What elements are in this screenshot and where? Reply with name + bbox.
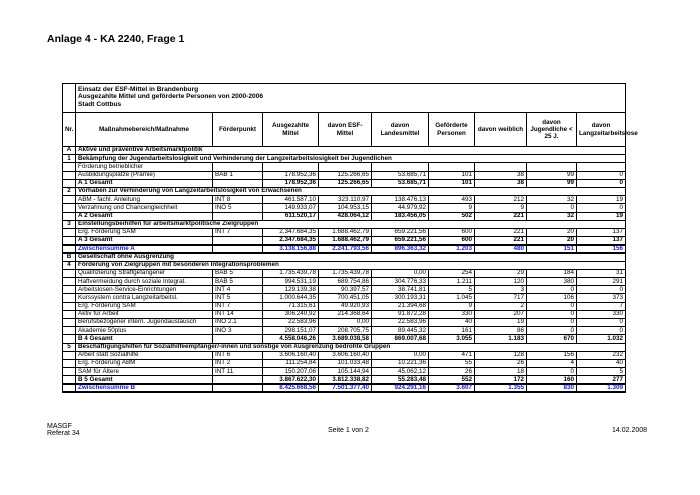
cell-jugendliche: 0: [527, 286, 577, 294]
cell-nr: [63, 212, 76, 220]
section-label: Vorhaben zur Verhinderung von Langzeitarbeitslosigkeit von Erwachsenen: [76, 187, 626, 195]
sub-row: [63, 187, 626, 195]
cell-esf: 214.368,64: [319, 310, 372, 318]
cell-nr: [63, 245, 76, 253]
cell-ausgezahlt: 178.952,36: [263, 179, 319, 187]
cell-massnahme: Erg. Förderung SAM: [76, 302, 213, 310]
cell-landesmittel: 21.394,68: [372, 302, 429, 310]
cell-nr: [63, 327, 76, 335]
cell-nr: [63, 196, 76, 204]
cell-foerderpunkt: BAB 5: [213, 278, 263, 286]
section-label: Einstellungsbeihilfen für arbeitsmarktpolitische Zielgruppen: [76, 220, 626, 228]
cell-weiblich: 3: [475, 286, 527, 294]
cell-jugendliche: 830: [527, 384, 577, 392]
sub-row: [63, 220, 626, 228]
cell-massnahme: Arbeit statt Sozialhilfe: [76, 351, 213, 359]
table-row: [63, 163, 626, 171]
sub-row: [63, 261, 626, 269]
cell-foerderpunkt: [213, 179, 263, 187]
cell-nr: [63, 278, 76, 286]
cell-langzeit: 0: [577, 319, 626, 327]
cell-weiblich: 38: [475, 171, 527, 179]
table-row: [63, 302, 626, 310]
cell-landesmittel: 53.685,71: [372, 171, 429, 179]
cell-personen: 552: [429, 376, 475, 384]
cell-langzeit: [577, 163, 626, 171]
header-langzeitarbeitslose: davon Langzeitarbeitslose: [577, 113, 626, 147]
cell-personen: 471: [429, 351, 475, 359]
cell-massnahme: B 5 Gesamt: [76, 376, 213, 384]
cell-langzeit: 19: [577, 196, 626, 204]
cell-jugendliche: 0: [527, 302, 577, 310]
cell-foerderpunkt: [213, 163, 263, 171]
cell-nr: B: [63, 253, 76, 261]
cell-personen: 3.055: [429, 335, 475, 343]
cell-jugendliche: 32: [527, 212, 577, 220]
cell-foerderpunkt: INT 5: [213, 294, 263, 302]
cell-langzeit: 232: [577, 351, 626, 359]
table-row: [63, 204, 626, 212]
section-label: Aktive und präventive Arbeitsmarktpolitik: [76, 147, 626, 155]
cell-foerderpunkt: INT 2: [213, 359, 263, 367]
cell-esf: 323.110,97: [319, 196, 372, 204]
cell-jugendliche: 156: [527, 351, 577, 359]
cell-esf: [319, 163, 372, 171]
cell-jugendliche: 0: [527, 368, 577, 376]
cell-ausgezahlt: 611.520,17: [263, 212, 319, 220]
cell-nr: 5: [63, 343, 76, 351]
cell-landesmittel: 44.979,92: [372, 204, 429, 212]
cell-langzeit: 5: [577, 368, 626, 376]
title-line-2: Ausgezahlte Mittel und geförderte Personen von 2000-2006: [78, 93, 264, 101]
cell-landesmittel: 659.221,56: [372, 237, 429, 245]
cell-langzeit: 31: [577, 269, 626, 277]
cell-jugendliche: 670: [527, 335, 577, 343]
header-esf-mittel: davon ESF-Mittel: [319, 113, 372, 147]
cell-ausgezahlt: 178.952,36: [263, 171, 319, 179]
cell-esf: 428.064,12: [319, 212, 372, 220]
cell-esf: 125.266,65: [319, 171, 372, 179]
cell-landesmittel: 869.007,68: [372, 335, 429, 343]
cell-nr: 3: [63, 220, 76, 228]
cell-massnahme: A 2 Gesamt: [76, 212, 213, 220]
cell-foerderpunkt: INT 7: [213, 302, 263, 310]
cell-nr: [63, 319, 76, 327]
cell-nr: [63, 163, 76, 171]
cell-ausgezahlt: 3.138.156,88: [263, 245, 319, 253]
cell-foerderpunkt: INT 14: [213, 310, 263, 318]
cell-esf: 700.451,05: [319, 294, 372, 302]
cell-landesmittel: 91.872,28: [372, 310, 429, 318]
cell-massnahme: Erg. Förderung SAM: [76, 228, 213, 236]
table-row: [63, 269, 626, 277]
cell-foerderpunkt: BAB 1: [213, 171, 263, 179]
cell-jugendliche: 20: [527, 228, 577, 236]
cell-nr: 2: [63, 187, 76, 195]
cell-massnahme: Akademie 50plus: [76, 327, 213, 335]
total-row: [63, 335, 626, 343]
cell-weiblich: 38: [475, 179, 527, 187]
cell-jugendliche: 151: [527, 245, 577, 253]
cell-landesmittel: 924.291,16: [372, 384, 429, 392]
cell-foerderpunkt: INO 2.1: [213, 319, 263, 327]
cell-landesmittel: 0,00: [372, 351, 429, 359]
cell-langzeit: 0: [577, 171, 626, 179]
cell-massnahme: Arbeitslosen-Service-Einrichtungen: [76, 286, 213, 294]
cell-nr: A: [63, 147, 76, 155]
cell-landesmittel: 138.476,13: [372, 196, 429, 204]
table-row: [63, 278, 626, 286]
cell-esf: 1.688.462,79: [319, 228, 372, 236]
cell-langzeit: 1.032: [577, 335, 626, 343]
table-row: [63, 327, 626, 335]
cell-jugendliche: 20: [527, 237, 577, 245]
cell-esf: 104.953,15: [319, 204, 372, 212]
cell-esf: 90.397,57: [319, 286, 372, 294]
zw-row: [63, 384, 626, 392]
cell-personen: 1.045: [429, 294, 475, 302]
table-row: [63, 196, 626, 204]
cell-jugendliche: 0: [527, 310, 577, 318]
cell-langzeit: 277: [577, 376, 626, 384]
cell-ausgezahlt: 111.254,84: [263, 359, 319, 367]
cell-massnahme: Erg. Förderung ABM: [76, 359, 213, 367]
table-row: [63, 351, 626, 359]
cell-personen: 1.211: [429, 278, 475, 286]
cell-ausgezahlt: 71.315,61: [263, 302, 319, 310]
cell-jugendliche: 0: [527, 319, 577, 327]
cell-massnahme: Förderung betrieblicher: [76, 163, 213, 171]
cell-weiblich: 9: [475, 204, 527, 212]
cell-personen: 161: [429, 327, 475, 335]
cell-jugendliche: 160: [527, 376, 577, 384]
cell-nr: [63, 228, 76, 236]
cell-nr: [63, 269, 76, 277]
cell-foerderpunkt: [213, 237, 263, 245]
footer-org-line2: Referat 34: [47, 430, 80, 437]
cell-esf: 7.501.377,40: [319, 384, 372, 392]
cell-personen: 1.203: [429, 245, 475, 253]
cell-jugendliche: 99: [527, 179, 577, 187]
cell-nr: [63, 171, 76, 179]
cell-nr: [63, 204, 76, 212]
cell-foerderpunkt: INO 3: [213, 327, 263, 335]
cell-personen: 55: [429, 359, 475, 367]
cell-nr: [63, 179, 76, 187]
cell-weiblich: 1.183: [475, 335, 527, 343]
cell-ausgezahlt: 149.933,07: [263, 204, 319, 212]
cell-nr: [63, 384, 76, 392]
cell-landesmittel: 53.685,71: [372, 179, 429, 187]
table-row: [63, 171, 626, 179]
cell-foerderpunkt: INT 6: [213, 351, 263, 359]
cell-personen: 40: [429, 319, 475, 327]
cell-foerderpunkt: [213, 335, 263, 343]
section-label: Gesellschaft ohne Ausgrenzung: [76, 253, 626, 261]
cell-weiblich: 29: [475, 269, 527, 277]
cell-langzeit: 137: [577, 237, 626, 245]
cell-jugendliche: 380: [527, 278, 577, 286]
cell-weiblich: 221: [475, 228, 527, 236]
cell-personen: 26: [429, 368, 475, 376]
cell-jugendliche: 4: [527, 359, 577, 367]
cell-foerderpunkt: [213, 245, 263, 253]
footer-date: 14.02.2008: [612, 427, 648, 434]
cell-massnahme: Qualifizierung Straffgefangener: [76, 269, 213, 277]
cell-ausgezahlt: 2.347.684,35: [263, 237, 319, 245]
cell-massnahme: Aktiv für Arbeit: [76, 310, 213, 318]
cell-ausgezahlt: 2.347.684,35: [263, 228, 319, 236]
cell-langzeit: 330: [577, 310, 626, 318]
cell-langzeit: 0: [577, 179, 626, 187]
cell-jugendliche: 0: [527, 327, 577, 335]
cell-esf: 689.754,86: [319, 278, 372, 286]
cell-personen: 254: [429, 269, 475, 277]
cell-landesmittel: 659.221,56: [372, 228, 429, 236]
cell-massnahme: Ausbildungsplätze (Prämie): [76, 171, 213, 179]
table-row: [63, 310, 626, 318]
header-ausgezahlte-mittel: Ausgezahlte Mittel: [263, 113, 319, 147]
cell-landesmittel: [372, 163, 429, 171]
sub-row: [63, 155, 626, 163]
cell-esf: 105.144,94: [319, 368, 372, 376]
table-row: [63, 294, 626, 302]
cell-langzeit: 291: [577, 278, 626, 286]
cell-foerderpunkt: [213, 376, 263, 384]
cell-massnahme: Berufsbezogener intern. Jugendaustausch: [76, 319, 213, 327]
cell-nr: 4: [63, 261, 76, 269]
cell-nr: [63, 351, 76, 359]
cell-landesmittel: 55.283,48: [372, 376, 429, 384]
sub-row: [63, 343, 626, 351]
total-row: [63, 179, 626, 187]
cell-personen: 493: [429, 196, 475, 204]
cell-ausgezahlt: 306.240,92: [263, 310, 319, 318]
cell-landesmittel: 38.741,81: [372, 286, 429, 294]
cell-massnahme: Zwischensumme B: [76, 384, 213, 392]
cell-weiblich: [475, 163, 527, 171]
cell-weiblich: 221: [475, 212, 527, 220]
cell-nr: [63, 376, 76, 384]
cell-weiblich: 128: [475, 351, 527, 359]
esf-table: [62, 83, 638, 393]
table-row: [63, 368, 626, 376]
footer-org: [47, 423, 80, 437]
table-header-row: [63, 113, 626, 147]
cell-foerderpunkt: INT 8: [213, 196, 263, 204]
cell-foerderpunkt: INT 4: [213, 286, 263, 294]
header-jugendliche: davon Jugendliche < 25 J.: [527, 113, 577, 147]
cell-foerderpunkt: INT 7: [213, 228, 263, 236]
cell-weiblich: 221: [475, 237, 527, 245]
cell-langzeit: 40: [577, 359, 626, 367]
cell-jugendliche: 184: [527, 269, 577, 277]
cell-ausgezahlt: 1.735.439,78: [263, 269, 319, 277]
cell-weiblich: 717: [475, 294, 527, 302]
cell-massnahme: ABM - fachl. Anleitung: [76, 196, 213, 204]
header-landesmittel: davon Landesmittel: [372, 113, 429, 147]
cell-ausgezahlt: 22.583,96: [263, 319, 319, 327]
cell-ausgezahlt: 1.000.644,35: [263, 294, 319, 302]
cell-personen: [429, 163, 475, 171]
cell-foerderpunkt: BAB 5: [213, 269, 263, 277]
cell-esf: 3.812.338,82: [319, 376, 372, 384]
cell-personen: 600: [429, 237, 475, 245]
cell-ausgezahlt: 994.531,19: [263, 278, 319, 286]
cell-esf: 0,00: [319, 319, 372, 327]
total-row: [63, 212, 626, 220]
title-line-3: Stadt Cottbus: [78, 100, 122, 108]
header-weiblich: davon weiblich: [475, 113, 527, 147]
cell-personen: 330: [429, 310, 475, 318]
cell-nr: [63, 359, 76, 367]
cell-nr: [63, 286, 76, 294]
footer-page-label: Seite 1 von 2: [328, 427, 369, 434]
cell-massnahme: Zwischensumme A: [76, 245, 213, 253]
cell-massnahme: Verzahnung und Chancengleichheit: [76, 204, 213, 212]
cell-weiblich: 26: [475, 359, 527, 367]
cell-esf: 1.688.462,79: [319, 237, 372, 245]
cell-ausgezahlt: 461.587,10: [263, 196, 319, 204]
sec-row: [63, 253, 626, 261]
cell-weiblich: 120: [475, 278, 527, 286]
cell-landesmittel: 304.776,33: [372, 278, 429, 286]
cell-massnahme: Haftvermeidung durch soziale Integrat.: [76, 278, 213, 286]
cell-jugendliche: 32: [527, 196, 577, 204]
cell-weiblich: 2: [475, 302, 527, 310]
cell-personen: 9: [429, 302, 475, 310]
cell-massnahme: B 4 Gesamt: [76, 335, 213, 343]
cell-langzeit: 373: [577, 294, 626, 302]
cell-nr: [63, 368, 76, 376]
zw-row: [63, 245, 626, 253]
cell-nr: [63, 310, 76, 318]
cell-langzeit: 1.309: [577, 384, 626, 392]
title-line-1: Einsatz der ESF-Mittel in Brandenburg: [78, 86, 199, 93]
cell-langzeit: 0: [577, 204, 626, 212]
table-title-row: [63, 84, 626, 113]
cell-nr: [63, 302, 76, 310]
total-row: [63, 376, 626, 384]
cell-ausgezahlt: 3.606.160,40: [263, 351, 319, 359]
cell-ausgezahlt: 129.139,38: [263, 286, 319, 294]
cell-esf: 1.735.439,78: [319, 269, 372, 277]
cell-landesmittel: 896.363,32: [372, 245, 429, 253]
cell-massnahme: SAM für Ältere: [76, 368, 213, 376]
table-title: [76, 84, 626, 113]
cell-personen: 600: [429, 228, 475, 236]
cell-massnahme: A 1 Gesamt: [76, 179, 213, 187]
header-foerderpunkt: Förderpunkt: [213, 113, 263, 147]
cell-ausgezahlt: [263, 163, 319, 171]
cell-personen: 101: [429, 179, 475, 187]
cell-landesmittel: 0,00: [372, 269, 429, 277]
cell-weiblich: 1.355: [475, 384, 527, 392]
cell-landesmittel: 183.456,05: [372, 212, 429, 220]
cell-personen: 9: [429, 204, 475, 212]
cell-esf: 125.266,65: [319, 179, 372, 187]
cell-foerderpunkt: [213, 384, 263, 392]
cell-nr: [63, 294, 76, 302]
cell-weiblich: 18: [475, 368, 527, 376]
cell-jugendliche: 0: [527, 204, 577, 212]
cell-landesmittel: 10.221,36: [372, 359, 429, 367]
cell-weiblich: 212: [475, 196, 527, 204]
cell-weiblich: 172: [475, 376, 527, 384]
table-row: [63, 359, 626, 367]
cell-weiblich: 19: [475, 319, 527, 327]
section-label: Beschäftigungshilfen für Sozialhilfeempfänger/-innen und sonstige von Ausgrenzung bedrohte Gruppen: [76, 343, 626, 351]
cell-foerderpunkt: INT 11: [213, 368, 263, 376]
total-row: [63, 237, 626, 245]
cell-weiblich: 207: [475, 310, 527, 318]
cell-esf: 49.920,93: [319, 302, 372, 310]
cell-esf: 3.606.160,40: [319, 351, 372, 359]
cell-landesmittel: 89.445,32: [372, 327, 429, 335]
cell-nr: 1: [63, 155, 76, 163]
cell-langzeit: 156: [577, 245, 626, 253]
section-label: Förderung von Zielgruppen mit besonderen Integrationsproblemen: [76, 261, 626, 269]
cell-langzeit: 0: [577, 286, 626, 294]
cell-esf: 3.689.038,58: [319, 335, 372, 343]
cell-massnahme: Kurssystem contra Langzeitarbeitsl.: [76, 294, 213, 302]
cell-jugendliche: 106: [527, 294, 577, 302]
cell-landesmittel: 45.062,12: [372, 368, 429, 376]
cell-foerderpunkt: INO 5: [213, 204, 263, 212]
cell-nr: [63, 237, 76, 245]
cell-nr: [63, 335, 76, 343]
cell-weiblich: 86: [475, 327, 527, 335]
page-heading: Anlage 4 - KA 2240, Frage 1: [47, 33, 185, 45]
cell-foerderpunkt: [213, 212, 263, 220]
esf-table-container: [62, 83, 638, 393]
cell-personen: 502: [429, 212, 475, 220]
cell-langzeit: 0: [577, 327, 626, 335]
cell-ausgezahlt: 298.151,07: [263, 327, 319, 335]
header-nr: Nr.: [63, 113, 76, 147]
header-massnahme: Maßnahmebereich/Maßnahme: [76, 113, 213, 147]
cell-langzeit: 137: [577, 228, 626, 236]
cell-ausgezahlt: 8.425.668,56: [263, 384, 319, 392]
cell-personen: 101: [429, 171, 475, 179]
cell-massnahme: A 3 Gesamt: [76, 237, 213, 245]
cell-personen: 5: [429, 286, 475, 294]
cell-weiblich: 480: [475, 245, 527, 253]
cell-esf: 2.241.793,56: [319, 245, 372, 253]
cell-landesmittel: 300.193,31: [372, 294, 429, 302]
table-row: [63, 286, 626, 294]
table-row: [63, 319, 626, 327]
cell-jugendliche: [527, 163, 577, 171]
cell-ausgezahlt: 150.207,06: [263, 368, 319, 376]
cell-personen: 3.607: [429, 384, 475, 392]
cell-jugendliche: 99: [527, 171, 577, 179]
cell-esf: 101.033,48: [319, 359, 372, 367]
header-gefoerderte-personen: Geförderte Personen: [429, 113, 475, 147]
cell-ausgezahlt: 4.558.046,26: [263, 335, 319, 343]
footer-org-line1: MASGF: [47, 423, 72, 430]
cell-esf: 208.705,75: [319, 327, 372, 335]
section-label: Bekämpfung der Jugendarbeitslosigkeit und Verhinderung der Langzeitarbeitslosigkeit bei Jugendlichen: [76, 155, 626, 163]
cell-langzeit: 7: [577, 302, 626, 310]
cell-ausgezahlt: 3.867.622,30: [263, 376, 319, 384]
sec-row: [63, 147, 626, 155]
cell-landesmittel: 22.583,96: [372, 319, 429, 327]
cell-langzeit: 19: [577, 212, 626, 220]
